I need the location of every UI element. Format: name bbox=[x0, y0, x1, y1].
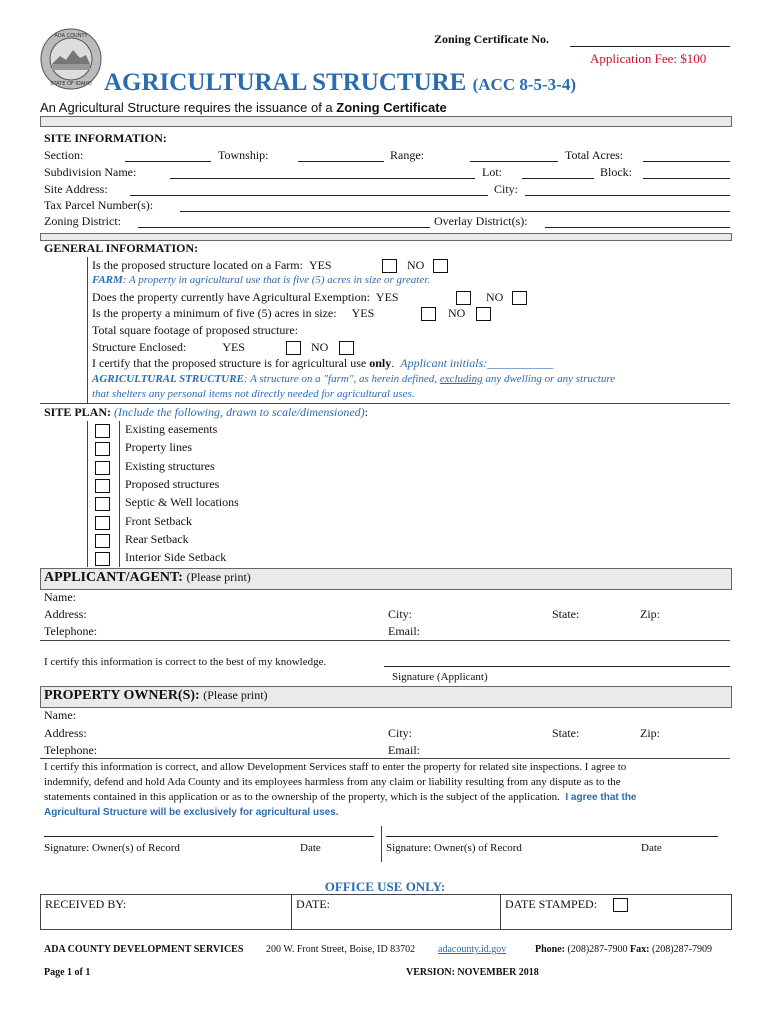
general-divider bbox=[40, 403, 730, 404]
site-address-label: Site Address: bbox=[44, 182, 108, 196]
applicant-signature-field[interactable] bbox=[384, 666, 730, 667]
footer-contact: Phone: (208)287-7900 Fax: (208)287-7909 bbox=[535, 944, 712, 955]
owner-telephone-label: Telephone: bbox=[44, 743, 98, 757]
exemption-yes-checkbox[interactable] bbox=[456, 291, 471, 305]
zoning-cert-field[interactable] bbox=[570, 46, 730, 47]
zoning-district-label: Zoning District: bbox=[44, 214, 121, 228]
site-plan-checkbox[interactable] bbox=[95, 424, 110, 438]
site-plan-item-label: Existing structures bbox=[125, 458, 215, 473]
section-field[interactable] bbox=[125, 161, 211, 162]
owner-address-label: Address: bbox=[44, 726, 87, 740]
site-info-title: SITE INFORMATION: bbox=[44, 131, 167, 145]
township-field[interactable] bbox=[298, 161, 384, 162]
farm-definition: FARM: A property in agricultural use that is five (5) acres in size or greater. bbox=[92, 274, 431, 286]
site-plan-checkbox[interactable] bbox=[95, 552, 110, 566]
site-plan-item-label: Interior Side Setback bbox=[125, 550, 227, 565]
owner-date-left-label: Date bbox=[300, 842, 321, 854]
site-plan-checkbox[interactable] bbox=[95, 461, 110, 475]
date-stamped-label: DATE STAMPED: bbox=[505, 897, 598, 911]
site-plan-item-label: Property lines bbox=[125, 440, 192, 455]
owner-divider bbox=[40, 758, 730, 759]
owner-signature-right-label: Signature: Owner(s) of Record bbox=[386, 842, 522, 854]
overlay-district-field[interactable] bbox=[545, 227, 730, 228]
owner-signature-divider bbox=[381, 826, 382, 862]
applicant-telephone-label: Telephone: bbox=[44, 624, 98, 638]
applicant-title: APPLICANT/AGENT: (Please print) bbox=[44, 570, 251, 585]
lot-field[interactable] bbox=[522, 178, 594, 179]
site-plan-checkbox[interactable] bbox=[95, 442, 110, 456]
city-label: City: bbox=[494, 182, 519, 196]
header-bar bbox=[40, 116, 732, 127]
owner-email-label: Email: bbox=[388, 743, 420, 757]
page-subtitle: An Agricultural Structure requires the issuance of a Zoning Certificate bbox=[40, 100, 447, 115]
applicant-city-label: City: bbox=[388, 607, 413, 621]
certify-ag-use: I certify that the proposed structure is for agricultural use only. Applicant initials:___________ bbox=[92, 356, 554, 370]
footer-address: 200 W. Front Street, Boise, ID 83702 bbox=[266, 944, 416, 955]
section-label: Section: bbox=[44, 148, 84, 162]
office-use-table bbox=[40, 894, 732, 930]
range-label: Range: bbox=[390, 148, 424, 162]
office-col-divider-2 bbox=[500, 894, 501, 929]
footer-version: VERSION: NOVEMBER 2018 bbox=[406, 967, 539, 978]
page-title: AGRICULTURAL STRUCTURE (ACC 8-5-3-4) bbox=[104, 69, 576, 96]
owner-signature-right-field[interactable] bbox=[386, 836, 718, 837]
block-field[interactable] bbox=[643, 178, 730, 179]
exemption-no-label: NO bbox=[486, 290, 504, 304]
subdivision-label: Subdivision Name: bbox=[44, 165, 137, 179]
farm-no-label: NO bbox=[407, 258, 425, 272]
exemption-no-checkbox[interactable] bbox=[512, 291, 527, 305]
owner-signature-left-label: Signature: Owner(s) of Record bbox=[44, 842, 180, 854]
site-plan-checkbox[interactable] bbox=[95, 497, 110, 511]
farm-question: Is the proposed structure located on a Farm: YES bbox=[92, 258, 332, 272]
exemption-question: Does the property currently have Agricultural Exemption: YES bbox=[92, 290, 399, 304]
site-plan-item-label: Existing easements bbox=[125, 422, 218, 436]
enclosed-question: Structure Enclosed: YES bbox=[92, 340, 245, 354]
applicant-state-label: State: bbox=[552, 607, 580, 621]
applicant-name-label: Name: bbox=[44, 590, 76, 604]
svg-text:STATE OF IDAHO: STATE OF IDAHO bbox=[50, 81, 92, 87]
general-info-border bbox=[87, 257, 88, 403]
applicant-signature-label: Signature (Applicant) bbox=[392, 671, 488, 683]
parcel-label: Tax Parcel Number(s): bbox=[44, 198, 154, 212]
owner-city-label: City: bbox=[388, 726, 413, 740]
applicant-certify: I certify this information is correct to the best of my knowledge. bbox=[44, 656, 327, 668]
site-plan-checkbox[interactable] bbox=[95, 479, 110, 493]
site-info-divider bbox=[40, 233, 732, 241]
footer-website-link[interactable]: adacounty.id.gov bbox=[438, 944, 507, 955]
site-plan-item-label: Rear Setback bbox=[125, 531, 189, 546]
county-seal-logo bbox=[40, 28, 102, 90]
owner-zip-label: Zip: bbox=[640, 726, 660, 740]
zoning-cert-label: Zoning Certificate No. bbox=[434, 32, 549, 46]
svg-text:ADA COUNTY: ADA COUNTY bbox=[54, 33, 88, 39]
applicant-initials: Applicant initials:___________ bbox=[400, 356, 554, 370]
ag-structure-definition: AGRICULTURAL STRUCTURE: A structure on a "farm", as herein defined, excluding any dwelling or any structure bbox=[92, 373, 616, 385]
sqft-question: Total square footage of proposed structure: bbox=[92, 323, 299, 337]
owner-certify-text: I certify this information is correct, and allow Development Services staff to enter the property for related site inspections. I agree to indemnify, defend and hold Ada County and its employees harmless from any claim or liability resulting from any dispute as to the statements contained in this application or as to the ownership of the property, which is the subject of the application. I agree that the Agricultural Structure will be exclusively for agricultural uses. bbox=[44, 761, 637, 818]
site-plan-item-label: Proposed structures bbox=[125, 476, 220, 491]
township-label: Township: bbox=[218, 148, 269, 162]
office-use-title: OFFICE USE ONLY: bbox=[324, 879, 446, 894]
parcel-field[interactable] bbox=[180, 211, 730, 212]
block-label: Block: bbox=[600, 165, 632, 179]
received-by-label: RECEIVED BY: bbox=[45, 897, 127, 911]
general-info-title: GENERAL INFORMATION: bbox=[44, 241, 199, 255]
site-plan-checkbox[interactable] bbox=[95, 516, 110, 530]
ag-structure-definition-2: that shelters any personal items not directly needed for agricultural uses. bbox=[92, 388, 415, 400]
lot-label: Lot: bbox=[482, 165, 502, 179]
site-plan-checkbox[interactable] bbox=[95, 534, 110, 548]
range-field[interactable] bbox=[470, 161, 558, 162]
overlay-district-label: Overlay District(s): bbox=[434, 214, 528, 228]
office-date-label: DATE: bbox=[296, 897, 330, 911]
site-plan-border-mid bbox=[119, 421, 120, 567]
office-col-divider-1 bbox=[291, 894, 292, 929]
footer-page: Page 1 of 1 bbox=[44, 967, 91, 978]
footer-org: ADA COUNTY DEVELOPMENT SERVICES bbox=[44, 944, 244, 955]
total-acres-label: Total Acres: bbox=[565, 148, 624, 162]
enclosed-no-checkbox[interactable] bbox=[339, 341, 354, 355]
enclosed-no-label: NO bbox=[311, 340, 329, 354]
owner-title: PROPERTY OWNER(S): (Please print) bbox=[44, 688, 268, 703]
owner-signature-left-field[interactable] bbox=[44, 836, 374, 837]
site-plan-heading: SITE PLAN: (Include the following, drawn to scale/dimensioned): bbox=[44, 405, 368, 419]
date-stamped-checkbox[interactable] bbox=[613, 898, 628, 912]
farm-no-checkbox[interactable] bbox=[433, 259, 448, 273]
acres-yes-checkbox[interactable] bbox=[421, 307, 436, 321]
farm-yes-checkbox[interactable] bbox=[382, 259, 397, 273]
zoning-district-field[interactable] bbox=[138, 227, 430, 228]
applicant-email-label: Email: bbox=[388, 624, 420, 638]
site-plan-item-label: Front Setback bbox=[125, 513, 192, 528]
applicant-divider bbox=[40, 640, 730, 641]
site-plan-item-label: Septic & Well locations bbox=[125, 495, 239, 510]
owner-date-right-label: Date bbox=[641, 842, 662, 854]
applicant-address-label: Address: bbox=[44, 607, 87, 621]
owner-state-label: State: bbox=[552, 726, 580, 740]
city-field[interactable] bbox=[525, 195, 730, 196]
acres-question: Is the property a minimum of five (5) acres in size: YES bbox=[92, 306, 375, 320]
site-plan-border-left bbox=[87, 421, 88, 567]
site-address-field[interactable] bbox=[130, 195, 488, 196]
subdivision-field[interactable] bbox=[170, 178, 475, 179]
applicant-zip-label: Zip: bbox=[640, 607, 660, 621]
acres-no-checkbox[interactable] bbox=[476, 307, 491, 321]
owner-name-label: Name: bbox=[44, 708, 76, 722]
application-fee: Application Fee: $100 bbox=[590, 51, 707, 66]
total-acres-field[interactable] bbox=[643, 161, 730, 162]
enclosed-yes-checkbox[interactable] bbox=[286, 341, 301, 355]
acres-no-label: NO bbox=[448, 306, 466, 320]
